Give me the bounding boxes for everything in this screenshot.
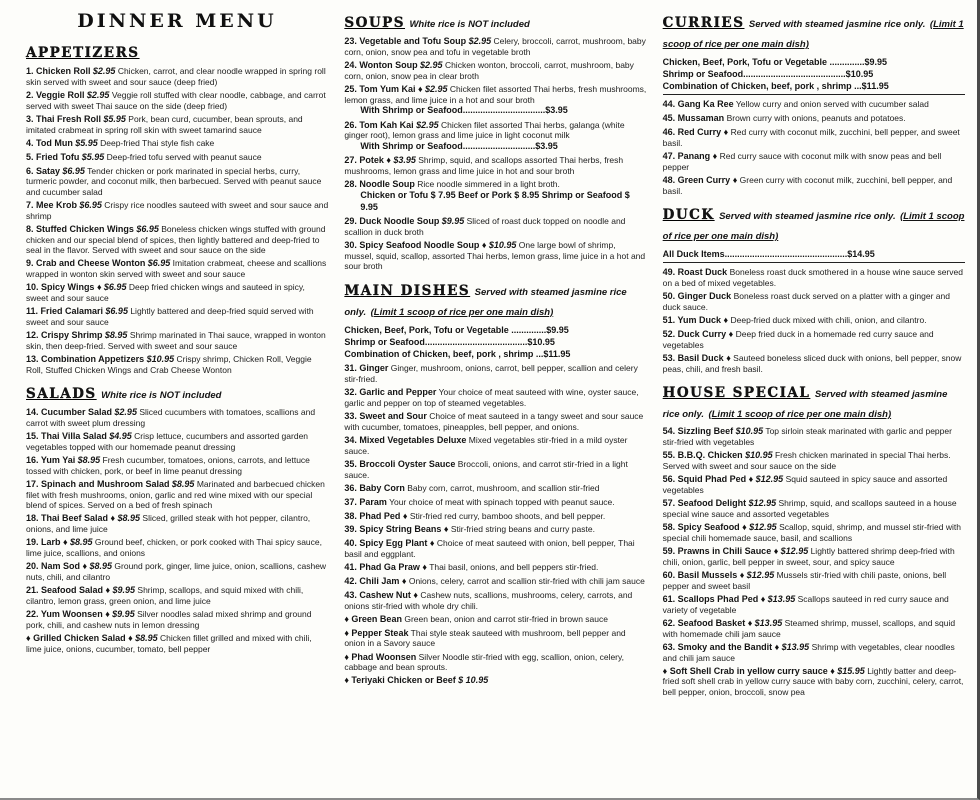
item-name: 60. Basil Mussels ♦ [662,569,745,580]
item-description: Mussels stir-fried with chili paste, onions, bell pepper and sweet basil [662,569,947,591]
menu-item [344,60,646,81]
section-appetizers [26,43,328,375]
menu-item [344,562,646,573]
item-name: 25. Tom Yum Kai ♦ [344,83,423,94]
item-name: 44. Gang Ka Ree [662,99,734,110]
item-name: 52. Duck Curry ♦ [662,328,734,339]
price-line: Chicken, Beef, Pork, Tofu or Vegetable ..............$9.95 [662,57,888,67]
item-description: Scallop, squid, shrimp, and mussel stir-fried with special chili homemade sauce, basil, and scallions [662,521,961,543]
menu-column-3 [663,10,965,790]
item-price: $10.95 [745,449,773,460]
item-option-line: With Shrimp or Seafood.................................$3.95 [360,104,568,115]
item-description: Choice of meat sauteed in a tangy sweet and sour sauce with cucumber, tomatoes, pineapples, bell pepper, and onions. [344,411,644,432]
item-price: $9.95 [441,216,465,227]
menu-item [344,652,646,673]
section-header-soups [344,13,646,33]
section-house-special [663,383,965,697]
menu-item [26,138,328,149]
section-header-appetizers [26,43,328,63]
item-description: Broccoli, onions, and carrot stir-fried in a light sauce. [344,458,628,480]
menu-item [344,155,646,176]
item-description: Onions, celery, carrot and scallion stir-fried with chili jam sauce [408,575,645,586]
section-subtitle: White rice is NOT included [409,19,530,30]
item-description: Sliced, grilled steak with hot pepper, cilantro, onions, and lime juice [26,512,311,534]
item-description: Your choice of meat sauteed with wine, oyster sauce, garlic and pepper on top of steamed vegetables. [344,387,639,408]
section-title: APPETIZERS [26,45,140,61]
section-subtitle: Served with steamed jasmine rice only. [662,388,948,420]
item-description: Squid sauteed in spicy sauce and assorted vegetables [662,473,948,495]
item-description: Ground beef, chicken, or pork cooked with Thai spicy sauce, lime juice, scallions, and onions [26,536,322,558]
menu-item [663,175,965,196]
item-name: 2. Veggie Roll [26,89,85,100]
item-description: Celery, broccoli, carrot, mushroom, baby corn, onion, snow pea and tofu in vegetable broth [344,36,646,57]
item-name: 63. Smoky and the Bandit ♦ [662,641,780,652]
item-name: ♦ Soft Shell Crab in yellow curry sauce ♦ [662,665,835,676]
section-curries [663,13,965,196]
menu-columns [26,10,965,790]
menu-item [663,99,965,110]
section-duck [663,205,965,374]
item-name: 17. Spinach and Mushroom Salad [26,478,170,489]
section-subtitle-limit: (Limit 1 scoop of rice per one main dish) [370,306,554,318]
item-name: 62. Seafood Basket ♦ [662,617,753,628]
item-price: $2.95 [468,36,492,46]
section-header-main-dishes [344,281,646,321]
item-name: 22. Yum Woonsen ♦ [26,608,110,619]
section-header-house-special [663,383,965,423]
menu-item [344,179,646,213]
item-name: ♦ Pepper Steak [344,627,409,638]
item-description: Lightly battered shrimp deep-fried with chili, onion, garlic, bell pepper in sweet, sour, and spicy sauce [662,545,955,567]
item-description: Chicken fillet grilled and mixed with chili, lime juice, onions, cucumber, tomato, bell pepper [26,632,312,654]
item-description: Scallops sauteed in red curry sauce and variety of vegetable [662,593,949,615]
item-price: $8.95 [89,560,113,571]
section-header-curries [663,13,965,53]
section-title: SALADS [26,385,97,402]
item-name: 38. Phad Ped ♦ [344,510,408,521]
item-name: 41. Phad Ga Praw ♦ [344,562,427,573]
item-description: Ground pork, ginger, lime juice, onion, scallions, cashew nuts, chili, and cilantro [26,560,327,582]
item-option-line: With Shrimp or Seafood.............................$3.95 [360,140,558,151]
item-price: $6.95 [79,199,102,210]
menu-item [26,224,328,255]
item-description: Veggie roll stuffed with clear noodle, cabbage, and carrot served with sweet Thai sauce on the side (deep fried) [26,89,326,111]
item-description: Crispy rice noodles sauteed with sweet and sour sauce and shrimp [26,199,329,221]
item-name: 24. Wonton Soup [344,59,418,70]
item-price: $5.95 [103,113,126,124]
item-name: 53. Basil Duck ♦ [662,352,731,363]
item-description: Red curry with coconut milk, zucchini, bell pepper, and sweet basil. [662,127,960,148]
menu-item [663,127,965,148]
item-description: Fresh cucumber, tomatoes, onions, carrots, and lettuce tossed with chicken, pork, or beef in lime peanut dressing [26,454,310,476]
item-name: 13. Combination Appetizers [26,353,145,364]
menu-item [344,36,646,57]
price-block [663,56,965,95]
page-title: DINNER MENU [77,10,277,32]
item-name: 36. Baby Corn [344,482,405,493]
menu-item [26,513,328,534]
item-name: 12. Crispy Shrimp [26,329,103,340]
menu-item [344,675,646,686]
item-price: $4.95 [109,430,132,441]
item-description: Chicken wonton, broccoli, carrot, mushroom, baby corn, onion, snow pea in clear broth [344,59,634,81]
menu-item [663,618,965,639]
item-description: Deep fried duck in a homemade red curry sauce and vegetables [662,328,934,350]
item-name: 39. Spicy String Beans ♦ [344,524,449,535]
item-description: Your choice of meat with spinach topped with peanut sauce. [389,496,615,507]
item-price: $8.95 [69,536,93,547]
menu-item [344,483,646,494]
item-description: Thai basil, onions, and bell peppers stir-fried. [429,562,599,573]
item-description: Stir-fried red curry, bamboo shoots, and bell pepper. [409,510,606,521]
menu-item [344,84,646,117]
item-description: Deep-fried Thai style fish cake [100,137,215,148]
item-name: 37. Param [344,496,387,507]
menu-item [26,633,328,654]
menu-item [663,474,965,495]
item-price: $9.95 [112,608,135,619]
menu-item [26,609,328,630]
item-description: Brown curry with onions, peanuts and potatoes. [726,113,906,124]
item-price: $13.95 [767,593,796,604]
item-description: One large bowl of shrimp, mussel, squid, scallop, assorted Thai herbs, lemon grass, lime juice in a hot and sour broth [344,240,646,272]
item-description: Crispy shrimp, Chicken Roll, Veggie Roll, Stuffed Chicken Wings and Crab Cheese Wonton [26,353,312,375]
item-name: 33. Sweet and Sour [344,411,427,422]
item-description: Shrimp marinated in Thai sauce, wrapped in wonton skin, then deep-fried. Served with sweet and sour sauce [26,329,326,351]
item-name: 43. Cashew Nut ♦ [344,589,418,600]
item-name: 59. Prawns in Chili Sauce ♦ [662,545,779,556]
item-name: ♦ Phad Woonsen [344,651,417,662]
item-name: 34. Mixed Vegetables Deluxe [344,435,467,445]
item-price: $12.95 [780,545,809,556]
item-description: Cashew nuts, scallions, mushrooms, celery, carrots, and onions stir-fried with whole dry chili. [344,589,633,611]
item-price: $13.95 [781,641,810,652]
item-name: 9. Crab and Cheese Wonton [26,257,146,268]
item-name: 31. Ginger [344,363,389,374]
item-name: ♦ Grilled Chicken Salad ♦ [26,632,133,643]
item-description: Choice of meat sauteed with onion, bell pepper, Thai basil and eggplant. [344,538,635,559]
section-title: CURRIES [662,15,745,31]
item-price: $9.95 [112,584,136,595]
item-price: $2.95 [416,119,439,130]
price-line: Combination of Chicken, beef, pork , shrimp ...$11.95 [344,348,571,359]
menu-item [344,614,646,625]
menu-item [663,642,965,663]
section-title: HOUSE SPECIAL [662,384,811,401]
item-name: 6. Satay [26,165,61,176]
item-price: $3.95 [393,155,416,166]
item-description: Rice noodle simmered in a light broth. [417,179,560,190]
price-line: Shrimp or Seafood.........................................$10.95 [662,69,874,80]
item-name: 30. Spicy Seafood Noodle Soup ♦ [344,240,487,251]
price-block [344,324,646,360]
item-description: Sauteed boneless sliced duck with onions, bell pepper, snow peas, chili, and fresh basil. [662,352,962,374]
item-name: 49. Roast Duck [662,267,728,278]
item-price: $5.95 [75,137,98,148]
item-name: 5. Fried Tofu [26,151,80,162]
item-price: $12.95 [748,497,777,508]
section-subtitle-limit: (Limit 1 scoop of rice per one main dish) [662,210,965,242]
menu-item [663,570,965,591]
menu-item [26,152,328,163]
item-price: $8.95 [77,454,101,465]
item-description: Tender chicken or pork marinated in special herbs, curry, turmeric powder, and coconut milk, then barbecued. Served with peanut sauce and cucumber salad [26,165,322,197]
menu-item [344,216,646,237]
menu-item [344,363,646,384]
item-name: 35. Broccoli Oyster Sauce [344,458,456,469]
item-name: 50. Ginger Duck [662,291,732,302]
price-block [663,248,965,263]
menu-item [344,240,646,271]
menu-item [26,479,328,510]
menu-item [663,546,965,567]
item-name: 51. Yum Duck ♦ [662,315,729,326]
menu-item [26,407,328,428]
item-name: 16. Yum Yai [26,454,76,465]
menu-item [344,511,646,522]
item-name: 29. Duck Noodle Soup [344,216,440,227]
item-name: ♦ Green Bean [344,613,402,624]
item-description: Top sirloin steak marinated with garlic and pepper stir-fried with vegetables [662,425,952,447]
item-description: Baby corn, carrot, mushroom, and scallion stir-fried [407,482,600,493]
item-description: Yellow curry and onion served with cucumber salad [735,99,929,110]
item-description: Crisp lettuce, cucumbers and assorted garden vegetables topped with our homemade peanut dressing [26,430,309,452]
section-main-dishes [344,281,646,687]
item-description: Silver noodles salad mixed shrimp and ground pork, chili, and cashew nuts in lemon dressing [26,608,312,630]
menu-item [344,435,646,456]
item-price: $5.95 [81,151,105,162]
item-name: 26. Tom Kah Kai [344,119,414,130]
item-name: 3. Thai Fresh Roll [26,113,102,124]
item-description: Chicken filet assorted Thai herbs, fresh mushrooms, lemon grass, and lime juice in a hot and sour broth [344,83,647,105]
item-name: 57. Seafood Delight [662,497,747,508]
menu-item [26,66,328,87]
item-description: Marinated and barbecued chicken filet with fresh mushrooms, onion, garlic and red wine mixed with our special blend of spices. Served on a bed of fresh spinach [26,478,325,510]
menu-item [26,537,328,558]
menu-item [26,282,328,303]
item-name: 61. Scallops Phad Ped ♦ [662,593,766,604]
item-name: ♦ Teriyaki Chicken or Beef [344,675,456,686]
menu-item [663,498,965,519]
menu-item [663,522,965,543]
section-title: SOUPS [344,15,406,31]
price-line: Shrimp or Seafood.........................................$10.95 [344,336,555,347]
menu-item [26,114,328,135]
item-option-line: Chicken or Tofu $ 7.95 Beef or Pork $ 8.95 Shrimp or Seafood $ 9.95 [360,190,630,212]
menu-item [344,590,646,611]
menu-item [344,497,646,508]
item-price: $6.95 [103,281,127,292]
item-price: $ 10.95 [458,675,489,686]
item-description: Deep fried chicken wings and sauteed in spicy, sweet and sour sauce [26,281,305,303]
menu-item [26,561,328,582]
item-description: Red curry sauce with coconut milk with snow peas and bell pepper [662,151,942,172]
item-name: 54. Sizzling Beef [662,425,734,436]
item-price: $8.95 [104,329,128,340]
item-description: Lightly batter and deep-fried soft shell crab in yellow curry sauce with baby corn, zucchini, celery, carrot, bell pepper, onion, broccoli, snow pea [662,665,964,697]
item-price: $6.95 [105,305,128,316]
item-name: 1. Chicken Roll [26,66,91,76]
item-description: Deep-fried tofu served with peanut sauce [106,151,262,162]
section-subtitle: White rice is NOT included [101,389,222,401]
item-price: $15.95 [837,665,865,676]
menu-item [26,354,328,375]
item-description: Sliced of roast duck topped on noodle and scallion in duck broth [344,216,626,238]
menu-item [26,166,328,197]
menu-item [344,411,646,432]
section-subtitle-limit: (Limit 1 scoop of rice per one main dish) [662,19,964,50]
item-price: $2.95 [92,66,116,76]
item-description: Sliced cucumbers with tomatoes, scallions and carrot with sweet plum dressing [26,406,316,428]
item-name: 21. Seafood Salad ♦ [26,584,111,595]
menu-item [26,585,328,606]
item-description: Green bean, onion and carrot stir-fried in brown sauce [404,613,608,624]
menu-item [344,524,646,535]
menu-item [26,455,328,476]
item-description: Boneless chicken wings stuffed with ground chicken and our special blend of spices, then lightly battered and deep-fried to seal in the flavor. Served with sweet and sour sauce on the side [26,223,326,255]
item-price: $6.95 [147,257,171,268]
menu-item [26,306,328,327]
item-description: Lightly battered and deep-fried squid served with sweet and sour sauce [26,305,314,327]
menu-item [26,431,328,452]
item-description: Mixed vegetables stir-fried in a mild oyster sauce. [344,435,628,456]
item-name: 28. Noodle Soup [344,179,415,190]
menu-item [663,113,965,124]
item-name: 15. Thai Villa Salad [26,430,107,441]
item-price: $8.95 [135,632,158,643]
item-description: Ginger, mushroom, onions, carrot, bell pepper, scallion and celery stir-fried. [344,363,638,384]
item-name: 55. B.B.Q. Chicken [662,449,743,460]
item-price: $8.95 [117,512,141,523]
item-price: $2.95 [425,83,448,94]
menu-column-2 [344,10,646,790]
menu-item [663,353,965,374]
item-price: $12.95 [749,521,777,532]
item-name: 10. Spicy Wings ♦ [26,281,102,292]
menu-item [344,120,646,153]
menu-item [663,291,965,312]
menu-item [663,329,965,350]
item-price: $10.95 [488,240,517,251]
item-price: $6.95 [136,223,159,234]
menu-item [344,576,646,587]
item-price: $13.95 [754,617,783,628]
item-name: 27. Potek ♦ [344,155,391,166]
item-description: Shrimp, squid, and scallops sauteed in a house special wine sauce and assorted vegetables [662,497,957,519]
section-title: DUCK [662,206,715,223]
item-name: 23. Vegetable and Tofu Soup [344,36,467,46]
menu-item [344,628,646,649]
item-description: Deep-fried duck mixed with chili, onion, and cilantro. [730,315,927,326]
price-line: Combination of Chicken, beef, pork , shrimp ...$11.95 [662,81,889,92]
item-price: $8.95 [171,478,195,489]
menu-item [663,315,965,326]
section-header-duck [663,205,965,245]
section-salads [26,384,328,654]
item-name: 14. Cucumber Salad [26,406,113,417]
item-description: Silver Noodle stir-fried with egg, scallion, onion, celery, cabbage and bean sprouts. [344,651,624,673]
item-price: $12.95 [746,569,775,580]
item-price: $10.95 [146,353,175,364]
item-price: $2.95 [86,89,110,100]
section-subtitle: Served with steamed jasmine rice only. [344,286,627,318]
section-title: MAIN DISHES [344,282,471,299]
item-price: $2.95 [114,406,137,417]
menu-item [663,666,965,697]
item-price: $10.95 [735,425,764,436]
menu-item [663,151,965,172]
section-subtitle: Served with steamed jasmine rice only. [719,210,896,222]
section-soups [344,13,646,272]
item-name: 46. Red Curry ♦ [662,127,729,138]
item-price: $2.95 [420,59,443,70]
price-line: All Duck Items.................................................$14.95 [662,248,875,259]
item-name: 4. Tod Mun [26,137,73,148]
item-description: Chicken, carrot, and clear noodle wrapped in spring roll skin served with sweet and sour sauce (deep fried) [26,66,326,87]
item-description: Chicken filet assorted Thai herbs, galanga (white ginger root), lemon grass and lime juice in light coconut milk [344,119,625,141]
item-name: 8. Stuffed Chicken Wings [26,223,134,234]
item-name: 7. Mee Krob [26,199,78,210]
item-name: 40. Spicy Egg Plant ♦ [344,538,435,549]
item-description: Shrimp with vegetables, clear noodles and chili jam sauce [662,641,955,663]
item-description: Fresh chicken marinated in special Thai herbs. Served with sweet and sour sauce on the side [662,449,951,471]
section-header-salads [26,384,328,404]
item-description: Imitation crabmeat, cheese and scallions wrapped in wonton skin served with sweet and sour sauce [26,257,327,279]
item-name: 20. Nam Sod ♦ [26,560,88,571]
item-name: 19. Larb ♦ [26,536,68,547]
item-price: $12.95 [755,473,784,484]
item-description: Green curry with coconut milk, zucchini, bell pepper, and basil. [662,174,953,196]
menu-item [26,258,328,279]
price-line: Chicken, Beef, Pork, Tofu or Vegetable ..............$9.95 [344,324,569,335]
item-name: 45. Mussaman [662,113,725,124]
item-name: 32. Garlic and Pepper [344,387,437,398]
item-name: 47. Panang ♦ [662,151,718,161]
menu-item [344,387,646,408]
menu-item [344,459,646,480]
item-name: 18. Thai Beef Salad ♦ [26,512,116,523]
menu-item [663,450,965,471]
item-description: Boneless roast duck smothered in a house wine sauce served on a bed of mixed vegetables. [662,267,963,288]
menu-item [663,594,965,615]
section-subtitle-limit: (Limit 1 scoop of rice per one main dish) [708,408,892,420]
item-price: $6.95 [62,165,85,176]
menu-item [663,267,965,288]
item-name: 58. Spicy Seafood ♦ [662,521,747,532]
item-description: Steamed shrimp, mussel, scallops, and squid with homemade chili jam sauce [662,617,956,639]
item-name: 56. Squid Phad Ped ♦ [662,473,754,484]
menu-item [663,426,965,447]
menu-item [26,90,328,111]
menu-item [344,538,646,559]
section-subtitle: Served with steamed jasmine rice only. [748,19,926,30]
menu-column-1 [26,10,328,790]
item-name: 11. Fried Calamari [26,305,104,316]
menu-item [26,200,328,221]
menu-item [26,330,328,351]
item-description: Thai style steak sauteed with mushroom, bell pepper and onion in a Savory sauce [344,627,626,649]
item-name: 48. Green Curry ♦ [662,174,738,185]
item-description: Shrimp, scallops, and squid mixed with chili, cilantro, lemon grass, green onion, and lime juice [26,584,304,606]
item-description: Shrimp, squid, and scallops assorted Thai herbs, fresh mushrooms, lemon grass and lime juice in hot and sour broth [344,155,624,177]
item-name: 42. Chili Jam ♦ [344,575,407,586]
item-description: Boneless roast duck served on a platter with a ginger and duck sauce. [662,291,950,312]
item-description: Pork, bean curd, cucumber, bean sprouts, and imitated crabmeat in spring roll skin with sweet tamarind sauce [26,113,303,135]
item-description: Stir-fried string beans and curry paste. [450,524,595,535]
